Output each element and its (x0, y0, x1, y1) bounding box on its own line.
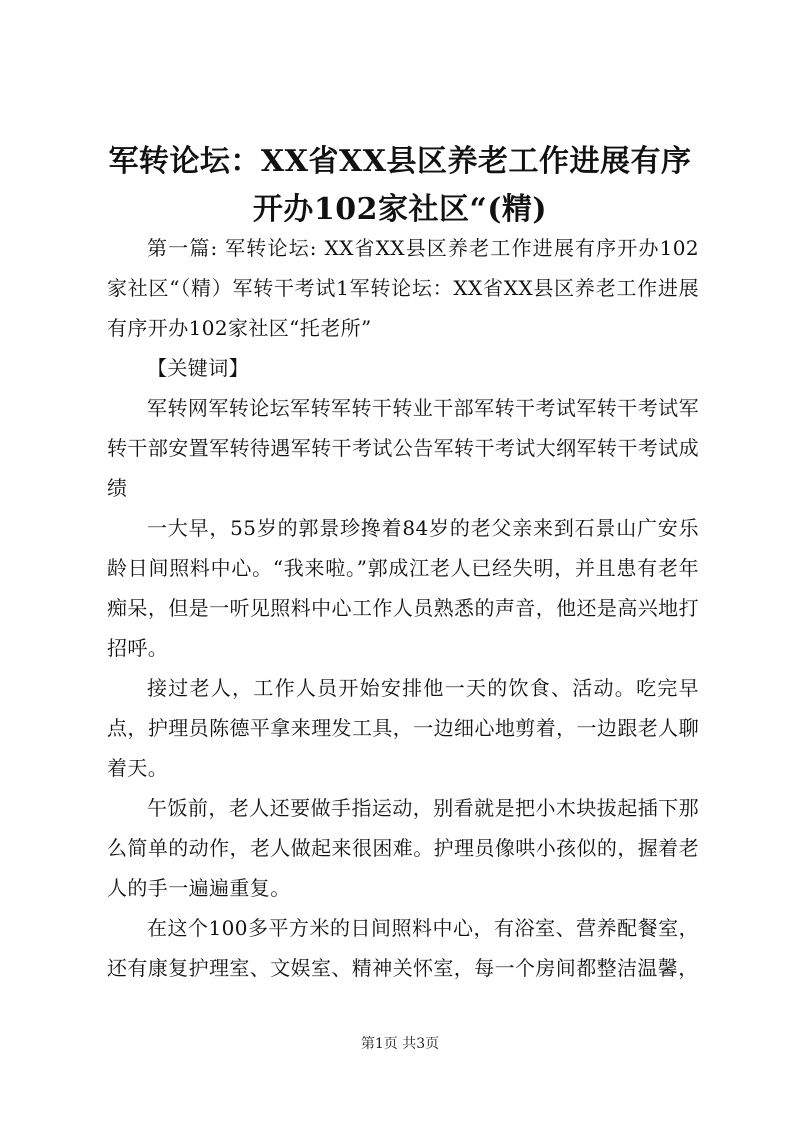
document-title: 军转论坛：XX省XX县区养老工作进展有序开办102家社区“(精) (108, 144, 692, 227)
paragraph-keywords: 军转网军转论坛军转军转干转业干部军转干考试军转干考试军转干部安置军转待遇军转干考试公告军转干考试大纲军转干考试成绩 (107, 396, 699, 500)
paragraph-exercise: 午饭前，老人还要做手指运动，别看就是把小木块拔起插下那么简单的动作，老人做起来很困难。护理员像哄小孩似的，握着老人的手一遍遍重复。 (107, 796, 699, 900)
page-footer: 第1页 共3页 (360, 1036, 440, 1052)
paragraph-keywords-heading: 【关键词】 (147, 356, 249, 380)
document-body (107, 228, 699, 988)
paragraph-intro: 第一篇: 军转论坛: XX省XX县区养老工作进展有序开办102家社区“（精）军转干考试1军转论坛：XX省XX县区养老工作进展有序开办102家社区“托老所” (107, 236, 699, 340)
paragraph-facilities: 在这个100多平方米的日间照料中心，有浴室、营养配餐室，还有康复护理室、文娱室、精神关怀室，每一个房间都整洁温馨， (107, 916, 699, 980)
paragraph-care: 接过老人，工作人员开始安排他一天的饮食、活动。吃完早点，护理员陈德平拿来理发工具，一边细心地剪着，一边跟老人聊着天。 (107, 676, 699, 780)
paragraph-morning: 一大早，55岁的郭景珍搀着84岁的老父亲来到石景山广安乐龄日间照料中心。“我来啦。”郭成江老人已经失明，并且患有老年痴呆，但是一听见照料中心工作人员熟悉的声音，他还是高兴地打招呼。 (107, 516, 699, 660)
